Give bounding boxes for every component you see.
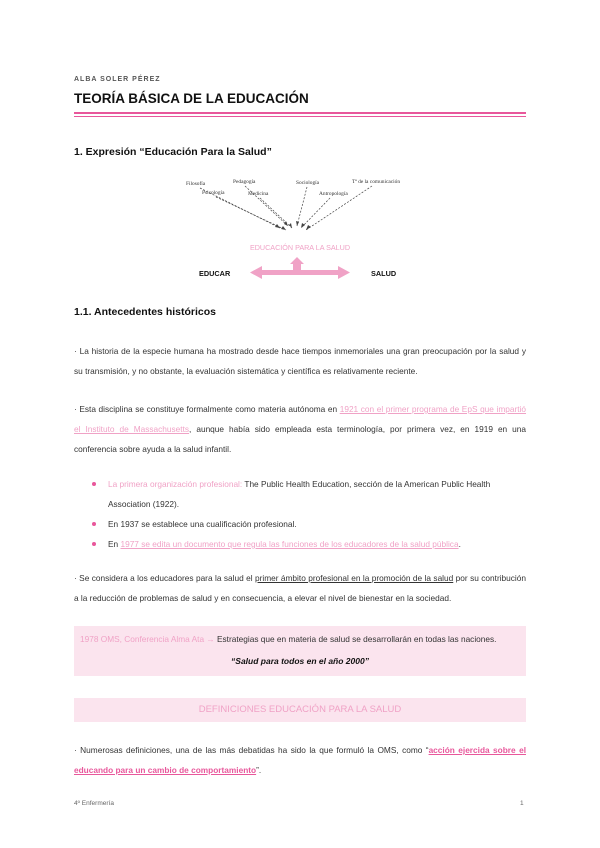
paragraph-educators [74,568,526,608]
text-span: . [458,539,461,549]
text-span: En [108,539,121,549]
definitions-heading-band: DEFINICIONES EDUCACIÓN PARA LA SALUD [74,698,526,722]
history-bullet-list [92,474,522,554]
discipline-label: Psicología [202,190,225,196]
text-span: Estrategias que en materia de salud se desarrollarán en todas las naciones. [214,634,497,644]
arrowhead [284,221,288,226]
connector-line [260,198,292,228]
arrowhead [301,223,305,228]
paragraph-discipline [74,399,526,459]
section-heading-1-1: 1.1. Antecedentes históricos [74,306,216,318]
discipline-label: Sociología [296,180,320,186]
arrowhead [275,224,280,228]
diagram-right-label: SALUD [371,269,397,278]
callout-quote: “Salud para todos en el año 2000” [231,656,369,666]
page-number: 1 [520,800,524,807]
callout-highlight: 1978 OMS, Conferencia Alma Ata → [80,634,215,644]
discipline-label: Tª de la comunicación [352,179,401,185]
diagram-left-label: EDUCAR [199,269,231,278]
footer-course: 4º Enfermería [74,800,114,807]
text-span: , aunque había sido empleada esta terminología, por primera vez, en 1919 en una conferencia sobre ayuda a la salud infantil. [74,424,526,454]
callout-text [80,634,496,644]
discipline-label: Antropología [319,191,348,197]
double-arrow-shaft [260,270,340,275]
text-span: por su contribución a la reducción de problemas de salud y en consecuencia, a elevar el nivel de bienestar en la sociedad. [74,573,527,603]
paragraph-definitions [74,740,526,780]
paragraph-history: · La historia de la especie humana ha mostrado desde hace tiempos inmemoriales una gran preocupación por la salud y su transmisión, y no obstante, la evaluación sistemática y científica es relativamente reciente. [74,346,526,376]
text-span: · Esta disciplina se constituye formalmente como materia autónoma en [74,404,340,414]
text-span: · Se considera a los educadores para la salud el [74,573,255,583]
connector-line [297,187,307,226]
text-span: ”. [256,765,262,775]
discipline-label: Medicina [248,191,269,197]
section-heading-1: 1. Expresión “Educación Para la Salud” [74,146,272,158]
list-item [92,534,522,554]
link-1921-program[interactable]: 1921 con el primer programa de EpS que impartió el Instituto de Massachusetts [74,404,527,434]
text-span: The Public Health Education, sección de la American Public Health Association (1922). [108,479,491,509]
diagram-center-label: EDUCACIÓN PARA LA SALUD [249,243,351,252]
double-arrow-left-head [250,266,262,279]
arrowhead [281,226,286,230]
highlight-text: La primera organización profesional: [108,479,243,489]
arrowheads [275,221,311,230]
list-item: En 1937 se establece una cualificación profesional. [92,514,522,534]
connector-line [216,197,286,230]
double-arrow-right-head [338,266,350,279]
alma-ata-callout [74,626,526,676]
list-item [92,474,522,514]
link-1977-document[interactable]: 1977 se edita un documento que regula las funciones de los educadores de la salud pública [120,539,459,549]
underlined-text: primer ámbito profesional en la promoción de la salud [254,573,454,583]
discipline-label: Filosofía [186,181,206,187]
document-title: TEORÍA BÁSICA DE LA EDUCACIÓN [74,91,309,106]
educacion-salud-diagram [180,172,420,290]
link-oms-definition[interactable]: acción ejercida sobre el educando para un cambio de comportamiento [74,745,526,775]
discipline-label: Pedagogía [233,179,256,185]
text-span: · Numerosas definiciones, una de las más debatidas ha sido la que formuló la OMS, como “ [74,745,429,755]
author-name: ALBA SOLER PÉREZ [74,76,161,83]
header-rule-top [74,112,526,114]
header-rule-bottom [74,116,526,117]
